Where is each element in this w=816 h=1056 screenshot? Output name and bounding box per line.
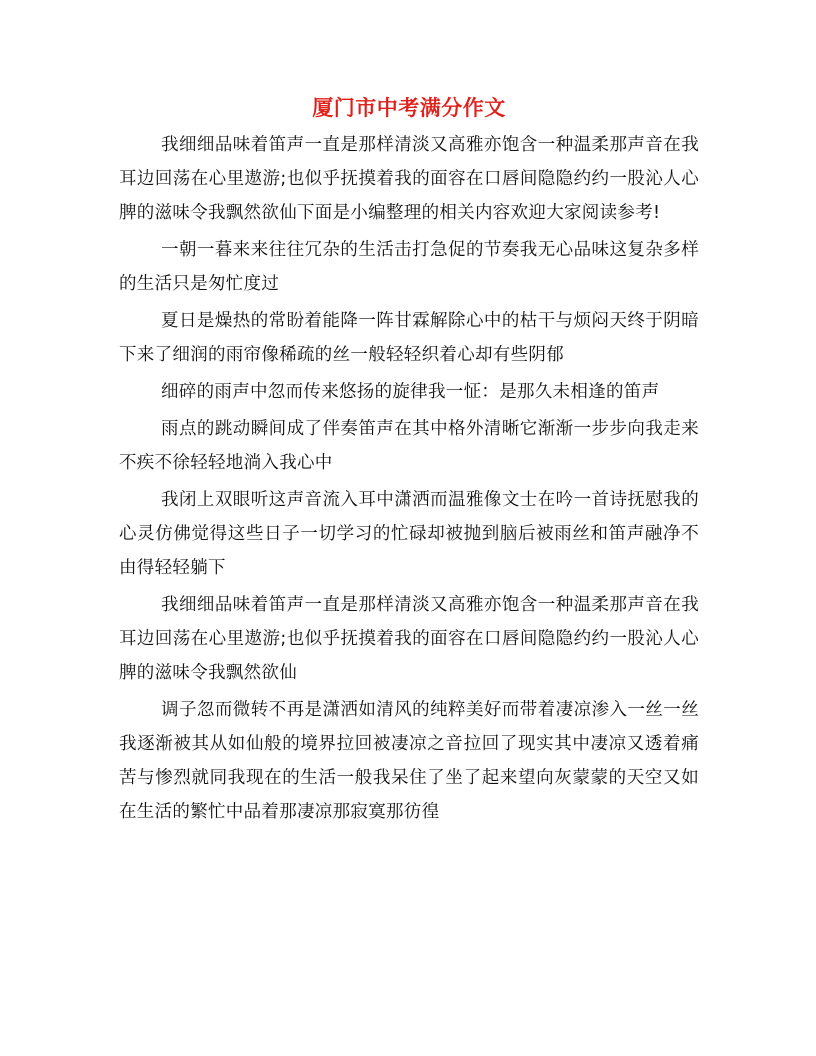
paragraph-5: 雨点的跳动瞬间成了伴奏笛声在其中格外清晰它渐渐一步步向我走来不疾不徐轻轻地淌入我心中: [119, 419, 699, 473]
document-title: 厦门市中考满分作文: [312, 95, 506, 120]
paragraph-6: 我闭上双眼听这声音流入耳中潇洒而温雅像文士在吟一首诗抚慰我的心灵仿佛觉得这些日子一切学习的忙碌却被抛到脑后被雨丝和笛声融净不由得轻轻躺下: [119, 490, 699, 578]
paragraph-8: 调子忽而微转不再是潇洒如清风的纯粹美好而带着凄凉渗入一丝一丝我逐渐被其从如仙般的境界拉回被凄凉之音拉回了现实其中凄凉又透着痛苦与惨烈就同我现在的生活一般我呆住了坐了起来望向灰蒙蒙的天空又如在生活的繁忙中品着那凄凉那寂寞那彷徨: [119, 700, 699, 822]
paragraph-7: 我细细品味着笛声一直是那样清淡又高雅亦饱含一种温柔那声音在我耳边回荡在心里遨游;也似乎抚摸着我的面容在口唇间隐隐约约一股沁人心脾的滋味令我飘然欲仙: [119, 595, 699, 683]
paragraph-1: 我细细品味着笛声一直是那样清淡又高雅亦饱含一种温柔那声音在我耳边回荡在心里遨游;也似乎抚摸着我的面容在口唇间隐隐约约一股沁人心脾的滋味令我飘然欲仙下面是小编整理的相关内容欢迎大家阅读参考!: [119, 135, 699, 223]
paragraph-3: 夏日是燥热的常盼着能降一阵甘霖解除心中的枯干与烦闷天终于阴暗下来了细润的雨帘像稀疏的丝一般轻轻织着心却有些阴郁: [119, 311, 699, 365]
paragraph-2: 一朝一暮来来往往冗杂的生活击打急促的节奏我无心品味这复杂多样的生活只是匆忙度过: [119, 240, 699, 294]
paragraph-4: 细碎的雨声中忽而传来悠扬的旋律我一怔：是那久未相逢的笛声: [161, 382, 660, 402]
document-page: [119, 88, 699, 832]
document-body: [119, 128, 699, 829]
